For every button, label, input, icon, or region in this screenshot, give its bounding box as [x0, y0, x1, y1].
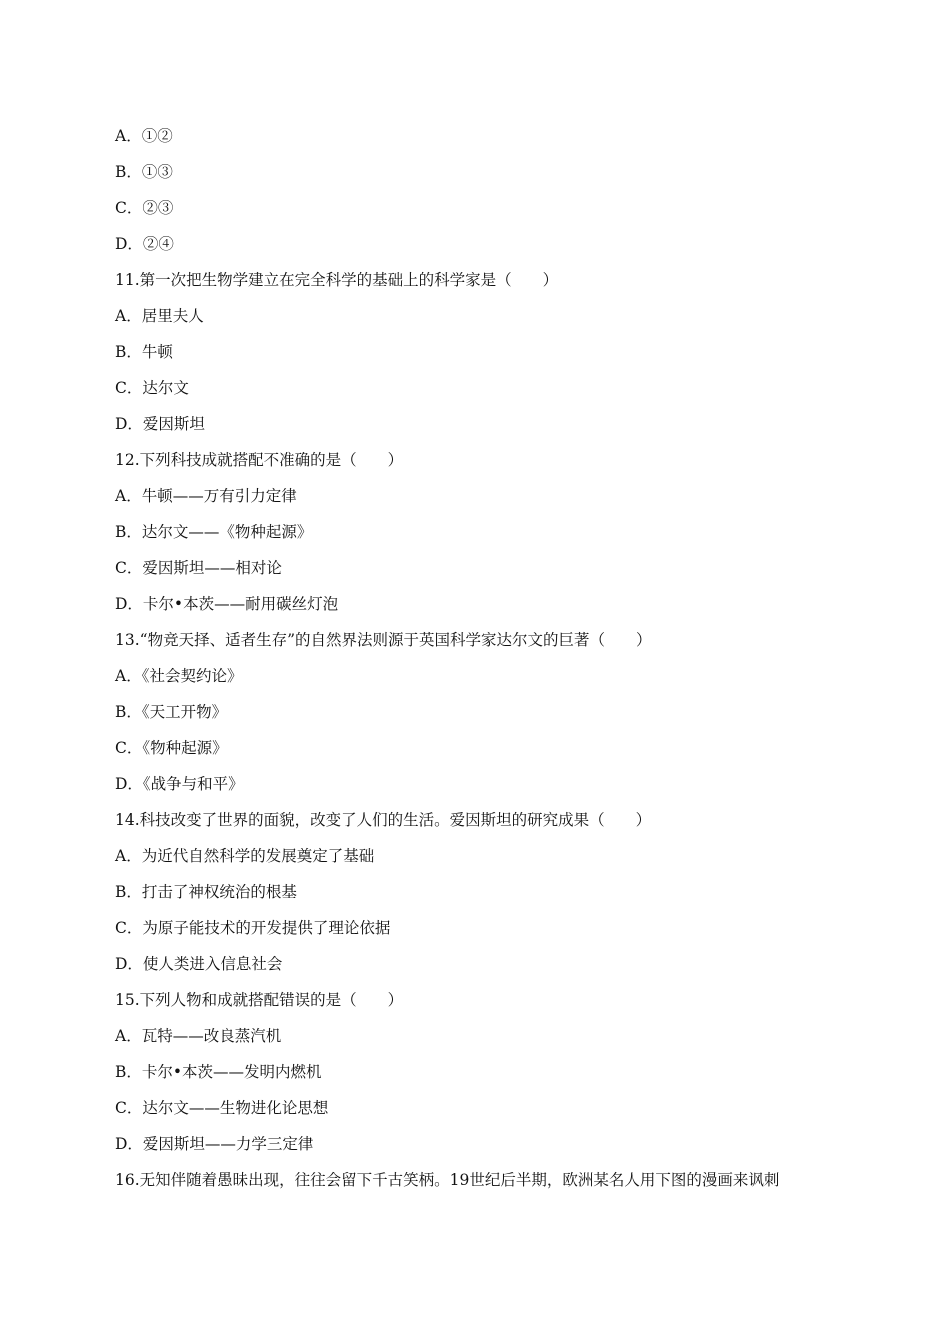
question-11-option-b: B．牛顿: [115, 343, 173, 361]
question-12-option-c: C．爱因斯坦——相对论: [115, 559, 282, 577]
question-14: 14.科技改变了世界的面貌，改变了人们的生活。爱因斯坦的研究成果（ ）: [115, 811, 652, 829]
option-c: C．②③: [115, 199, 174, 217]
question-16: 16.无知伴随着愚昧出现，往往会留下千古笑柄。19世纪后半期，欧洲某名人用下图的漫画来讽刺: [115, 1171, 780, 1189]
question-15-option-b: B．卡尔•本茨——发明内燃机: [115, 1063, 322, 1081]
question-12-option-b: B．达尔文——《物种起源》: [115, 523, 313, 541]
question-11: 11.第一次把生物学建立在完全科学的基础上的科学家是（ ）: [115, 271, 559, 289]
question-15: 15.下列人物和成就搭配错误的是（ ）: [115, 991, 404, 1009]
option-b: B．①③: [115, 163, 173, 181]
question-12-option-a: A．牛顿——万有引力定律: [115, 487, 297, 505]
question-13-option-a: A．《社会契约论》: [115, 667, 243, 685]
question-11-option-c: C．达尔文: [115, 379, 189, 397]
question-11-option-d: D．爱因斯坦: [115, 415, 205, 433]
question-12-option-d: D．卡尔•本茨——耐用碳丝灯泡: [115, 595, 339, 613]
question-13-option-b: B．《天工开物》: [115, 703, 228, 721]
question-13: 13.“物竞天择、适者生存”的自然界法则源于英国科学家达尔文的巨著（ ）: [115, 631, 652, 649]
option-d: D．②④: [115, 235, 174, 253]
question-11-option-a: A．居里夫人: [115, 307, 204, 325]
question-15-option-c: C．达尔文——生物进化论思想: [115, 1099, 329, 1117]
question-15-option-a: A．瓦特——改良蒸汽机: [115, 1027, 282, 1045]
question-12: 12.下列科技成就搭配不准确的是（ ）: [115, 451, 404, 469]
question-13-option-d: D．《战争与和平》: [115, 775, 244, 793]
question-14-option-a: A．为近代自然科学的发展奠定了基础: [115, 847, 375, 865]
document-page: [115, 118, 850, 1198]
question-14-option-d: D．使人类进入信息社会: [115, 955, 283, 973]
question-13-option-c: C．《物种起源》: [115, 739, 228, 757]
question-15-option-d: D．爱因斯坦——力学三定律: [115, 1135, 314, 1153]
question-14-option-b: B．打击了神权统治的根基: [115, 883, 297, 901]
question-14-option-c: C．为原子能技术的开发提供了理论依据: [115, 919, 391, 937]
option-a: A．①②: [115, 127, 173, 145]
